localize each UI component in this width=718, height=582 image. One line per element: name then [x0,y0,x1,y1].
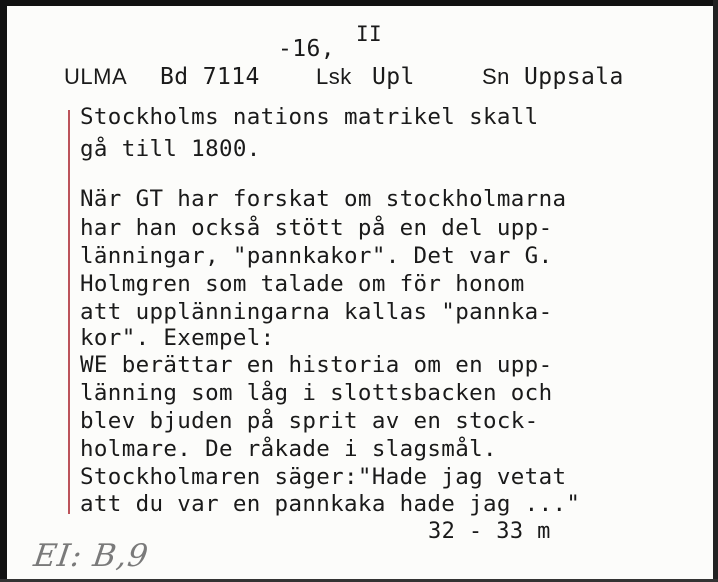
body-line: WE berättar en historia om en upp- [80,352,553,378]
province-value: Upl [372,64,415,90]
body-line: att upplänningarna kallas "pannka- [80,299,553,325]
parish-value: Uppsala [524,64,624,90]
body-line: gå till 1800. [80,136,261,162]
parish-label: Sn [482,64,510,89]
handwritten-note: EI: B,9 [31,538,152,574]
body-line: Holmgren som talade om för honom [80,271,525,297]
volume-label: Bd 7114 [160,64,260,90]
archive-label: ULMA [64,64,128,89]
body-line: Stockholmaren säger:"Hade jag vetat [80,464,567,490]
body-line: länningar, "pannkakor". Det var G. [80,243,553,269]
body-line: blev bjuden på sprit av en stock- [80,408,539,434]
card-left-edge [0,0,7,582]
card-number: -16, [278,36,335,62]
province-label: Lsk [316,64,352,89]
body-line: När GT har forskat om stockholmarna [80,186,567,212]
body-line: holmare. De råkade i slagsmål. [80,436,497,462]
page-reference: 32 - 33 m [428,519,551,544]
body-line: kor". Exempel: [80,325,275,351]
margin-rule [68,110,70,514]
card-top-edge [0,0,718,6]
body-line: länning som låg i slottsbacken och [80,380,553,406]
body-line: att du var en pannkaka hade jag ..." [80,491,581,517]
card-number-superscript: II [356,22,383,46]
body-line: har han också stött på en del upp- [80,215,553,241]
body-line: Stockholms nations matrikel skall [80,104,539,130]
card-right-edge [713,0,718,582]
